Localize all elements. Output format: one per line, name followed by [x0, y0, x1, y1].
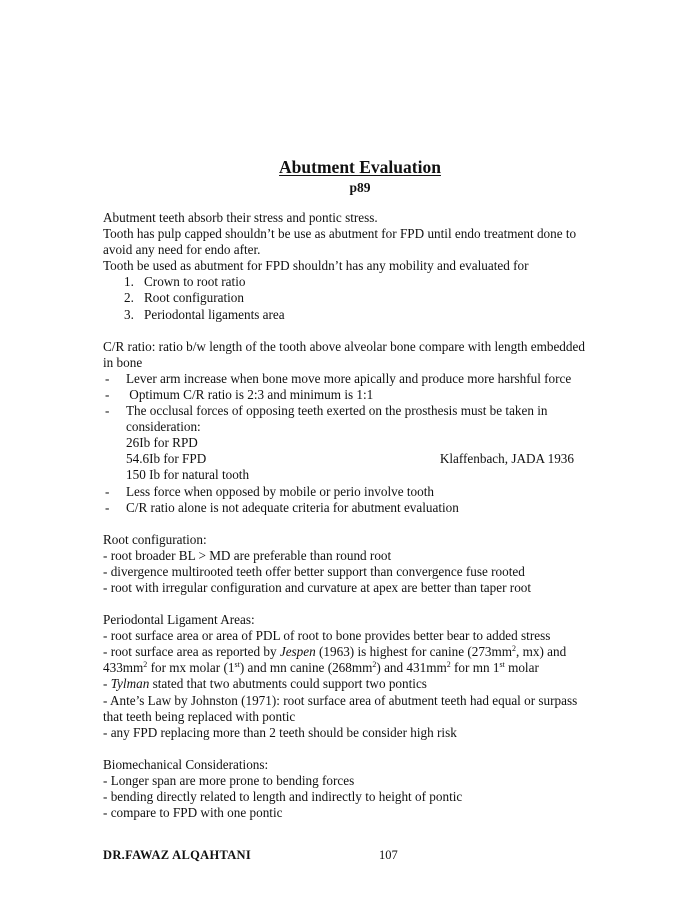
force-value: 26Ib for RPD: [126, 435, 198, 451]
intro-line: avoid any need for endo after.: [103, 242, 261, 258]
section-heading: Root configuration:: [103, 531, 207, 547]
intro-line: Tooth be used as abutment for FPD shouldn’t has any mobility and evaluated for: [103, 258, 529, 274]
bio-line: - compare to FPD with one pontic: [103, 805, 283, 821]
intro-line: Abutment teeth absorb their stress and pontic stress.: [103, 210, 378, 225]
pdl-line: - root surface area or area of PDL of root to bone provides better bear to added stress: [103, 628, 551, 644]
cr-bullet: - Optimum C/R ratio is 2:3 and minimum is 1:1: [105, 386, 374, 402]
pdl-line: - Tylman stated that two abutments could support two pontics: [103, 676, 427, 692]
cr-bullet: - C/R ratio alone is not adequate criteria for abutment evaluation: [105, 499, 459, 515]
page-reference: p89: [349, 180, 371, 195]
cr-bullet-continuation: consideration:: [126, 419, 201, 435]
cr-bullet: - Less force when opposed by mobile or perio involve tooth: [105, 483, 435, 499]
page-number: 107: [379, 848, 398, 862]
section-heading: Periodontal Ligament Areas:: [103, 612, 255, 628]
pdl-line: $433mm^2$ for mx molar (1st) and mn canine $(268mm^2)$ and $431mm^2$ for mn 1st molar: [103, 660, 539, 676]
pdl-line: - root surface area as reported by Jespen (1963) is highest for canine ($273mm^2$, mx) and: [103, 644, 567, 660]
criteria-item: 3. Periodontal ligaments area: [124, 306, 285, 322]
root-line: - root with irregular configuration and curvature at apex are better than taper root: [103, 579, 532, 595]
force-value: 150 Ib for natural tooth: [126, 467, 250, 483]
pdl-line: - any FPD replacing more than 2 teeth should be consider high risk: [103, 724, 457, 740]
pdl-line: that teeth being replaced with pontic: [103, 708, 296, 724]
page-title: Abutment Evaluation: [279, 157, 441, 177]
cr-ratio-definition: C/R ratio: ratio b/w length of the tooth above alveolar bone compare with length embedded: [103, 338, 585, 354]
cr-bullet: - Lever arm increase when bone move more apically and produce more harshful force: [105, 370, 572, 386]
criteria-item: 1. Crown to root ratio: [124, 274, 246, 290]
cr-bullet: - The occlusal forces of opposing teeth exerted on the prosthesis must be taken in: [105, 403, 548, 419]
force-value-row: [103, 451, 574, 467]
reference-citation: Klaffenbach, JADA 1936: [439, 451, 574, 467]
pdl-line: - Ante’s Law by Johnston (1971): root surface area of abutment teeth had equal or surpass: [103, 692, 578, 708]
intro-line: Tooth has pulp capped shouldn’t be use as abutment for FPD until endo treatment done to: [103, 226, 577, 242]
criteria-item: 2. Root configuration: [124, 290, 244, 306]
bio-line: - bending directly related to length and indirectly to height of pontic: [103, 789, 463, 804]
root-line: - divergence multirooted teeth offer better support than convergence fuse rooted: [103, 563, 525, 579]
bio-line: - Longer span are more prone to bending forces: [103, 772, 355, 788]
force-value: 54.6Ib for FPD: [126, 451, 207, 467]
document-body: [103, 210, 613, 821]
root-line: - root broader BL > MD are preferable than round root: [103, 547, 392, 563]
footer-author: DR.FAWAZ ALQAHTANI: [103, 848, 252, 862]
section-heading: Biomechanical Considerations:: [103, 756, 269, 772]
cr-ratio-definition: in bone: [103, 354, 143, 370]
